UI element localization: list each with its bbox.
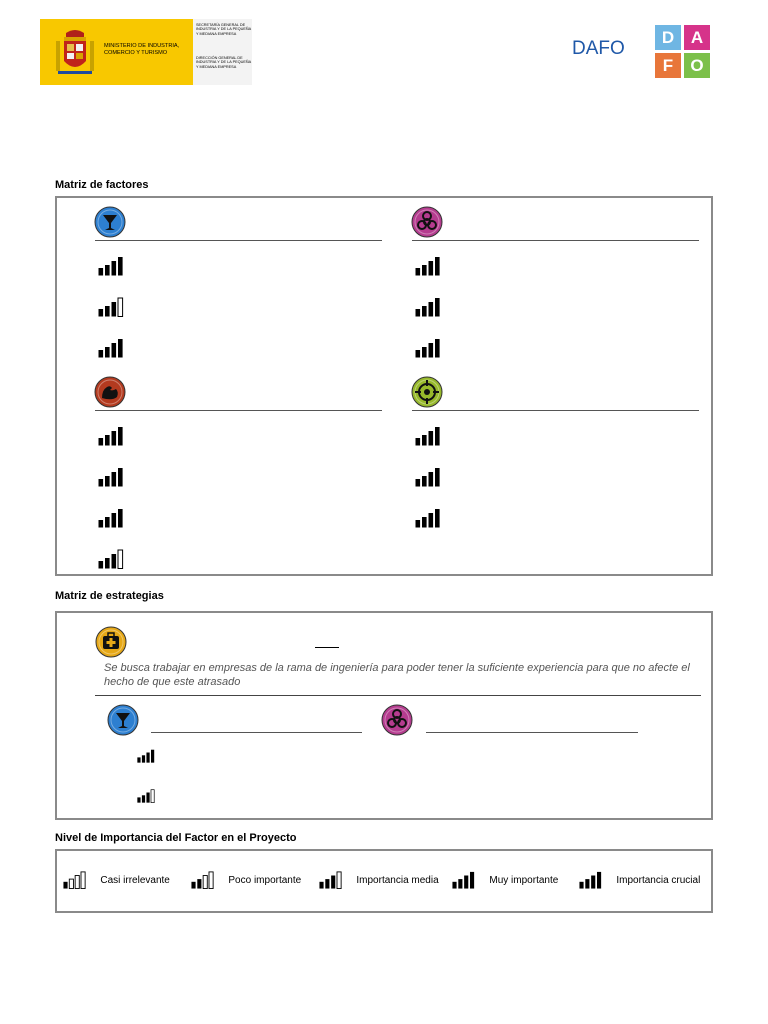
importance-level-icon [191,871,214,889]
factors-panel [55,196,713,576]
importance-level-icon [415,256,441,276]
level-bar [435,339,440,358]
direccion-name: DIRECCIÓN GENERAL DE INDUSTRIA Y DE LA PEQUEÑA Y MEDIANA EMPRESA [196,56,251,69]
importance-level-icon [98,426,124,446]
level-bar [81,872,85,889]
level-bar [118,468,123,487]
strategy-amenaza-line [426,732,638,733]
level-bar [422,306,427,317]
level-bar [112,261,117,276]
level-bar [137,757,140,762]
importance-level-icon [98,508,124,528]
oportunidades-factor-row [415,508,441,533]
legend-items [63,871,707,893]
dafo-letter-o: O [690,55,704,75]
biohazard-icon [381,704,413,736]
level-bar [99,520,104,528]
level-bar [118,257,123,276]
biohazard-icon [411,206,443,238]
importance-level-icon [452,871,475,889]
dafo-tile-o [684,53,710,78]
level-bar [112,554,117,569]
level-bar [422,517,427,528]
level-bar [435,298,440,317]
level-bar [105,517,110,528]
level-bar [99,561,104,569]
importance-level-icon [98,256,124,276]
cup-icon [94,206,126,238]
level-bar [422,347,427,358]
legend-item [579,871,700,889]
amenazas-divider [412,240,699,241]
level-bar [99,350,104,358]
level-bar [585,879,589,888]
strategies-section-title: Matriz de estrategias [55,590,164,602]
level-bar [118,509,123,528]
legend-item [452,871,558,889]
dafo-tile-f [655,53,681,78]
level-bar [105,558,110,569]
level-bar [422,435,427,446]
dafo-letter-d: D [661,27,675,47]
level-bar [99,479,104,487]
level-bar [105,435,110,446]
legend-label: Importancia media [356,874,439,886]
oportunidades-factor-row [415,467,441,492]
level-bar [191,882,195,889]
level-bar [464,876,468,889]
level-bar [331,876,335,889]
debilidades-factor-row [98,297,124,322]
ministry-logo [40,19,252,85]
level-bar [579,882,583,889]
strategy-level-row [137,789,155,808]
level-bar [435,257,440,276]
debilidades-factor-row [98,338,124,363]
level-bar [435,427,440,446]
level-bar [69,879,73,888]
level-bar [142,755,145,762]
debilidades-divider [95,240,382,241]
level-bar [337,872,341,889]
factors-section-title: Matriz de factores [55,179,149,191]
importance-level-icon [579,871,602,889]
importance-level-icon [319,871,342,889]
level-bar [416,479,421,487]
first-aid-icon [95,626,127,658]
level-bar [416,350,421,358]
strategy-description: Se busca trabajar en empresas de la rama de ingeniería para poder tener la suficiente experiencia para que no afecte el hecho de que este atrasado [104,662,690,688]
level-bar [416,520,421,528]
level-bar [63,882,67,889]
dafo-logo [655,25,711,79]
level-bar [325,879,329,888]
amenazas-factor-row [415,256,441,281]
importance-level-icon [137,749,155,763]
legend-section-title: Nivel de Importancia del Factor en el Proyecto [55,832,297,844]
level-bar [105,306,110,317]
level-bar [112,343,117,358]
level-bar [435,468,440,487]
ministry-name: MINISTERIO DE INDUSTRIA, COMERCIO Y TURISMO [104,43,180,56]
level-bar [118,339,123,358]
level-bar [112,513,117,528]
dafo-tile-d [655,25,681,50]
debilidades-factor-row [98,256,124,281]
level-bar [112,302,117,317]
level-bar [105,347,110,358]
level-bar [105,476,110,487]
ministry-logo-yellow-block [40,19,193,85]
level-bar [452,882,456,889]
importance-level-icon [98,297,124,317]
level-bar [429,431,434,446]
level-bar [146,753,149,763]
fortalezas-divider [95,410,382,411]
level-bar [429,513,434,528]
importance-level-icon [137,789,155,803]
level-bar [203,876,207,889]
level-bar [151,790,154,803]
legend-panel [55,849,713,913]
fortalezas-factor-row [98,549,124,574]
legend-label: Importancia crucial [616,874,701,886]
level-bar [112,431,117,446]
importance-level-icon [63,871,86,889]
fortalezas-factor-row [98,467,124,492]
level-bar [470,872,474,889]
ministry-logo-right-block [193,19,252,85]
level-bar [151,750,154,763]
level-bar [591,876,595,889]
level-bar [105,265,110,276]
level-bar [146,793,149,803]
importance-level-icon [415,338,441,358]
importance-level-icon [415,508,441,528]
level-bar [435,509,440,528]
level-bar [422,476,427,487]
legend-item [63,871,170,889]
level-bar [319,882,323,889]
level-bar [112,472,117,487]
amenazas-factor-row [415,338,441,363]
amenazas-factor-row [415,297,441,322]
level-bar [458,879,462,888]
legend-label: Muy importante [489,874,559,886]
level-bar [597,872,601,889]
fortalezas-factor-row [98,508,124,533]
strategies-panel [55,611,713,820]
legend-item [191,871,301,889]
secretaria-name: SECRETARÍA GENERAL DE INDUSTRIA Y DE LA PEQUEÑA Y MEDIANA EMPRESA [196,23,251,36]
level-bar [416,309,421,317]
importance-level-icon [415,297,441,317]
level-bar [118,550,123,569]
dafo-letter-a: A [690,27,704,47]
level-bar [429,472,434,487]
strategy-debilidad-line [151,732,362,733]
page-title: DAFO [572,38,625,59]
level-bar [197,879,201,888]
importance-level-icon [98,467,124,487]
level-bar [118,427,123,446]
dafo-letter-f: F [662,55,674,75]
oportunidades-factor-row [415,426,441,451]
dafo-tile-a [684,25,710,50]
level-bar [137,797,140,802]
level-bar [142,795,145,802]
fortalezas-factor-row [98,426,124,451]
level-bar [416,268,421,276]
muscle-icon [94,376,126,408]
oportunidades-divider [412,410,699,411]
level-bar [429,261,434,276]
cup-icon [107,704,139,736]
level-bar [429,302,434,317]
strategy-title-underline [315,647,339,648]
level-bar [118,298,123,317]
importance-level-icon [415,467,441,487]
level-bar [416,438,421,446]
strategy-divider [95,695,701,696]
importance-level-icon [98,338,124,358]
importance-level-icon [98,549,124,569]
level-bar [209,872,213,889]
legend-label: Poco importante [228,874,302,886]
level-bar [99,309,104,317]
legend-item [319,871,439,889]
level-bar [429,343,434,358]
coat-of-arms-icon [54,27,96,77]
legend-label: Casi irrelevante [100,874,170,886]
level-bar [99,438,104,446]
level-bar [75,876,79,889]
level-bar [99,268,104,276]
target-icon [411,376,443,408]
strategy-level-row [137,749,155,768]
importance-level-icon [415,426,441,446]
level-bar [422,265,427,276]
